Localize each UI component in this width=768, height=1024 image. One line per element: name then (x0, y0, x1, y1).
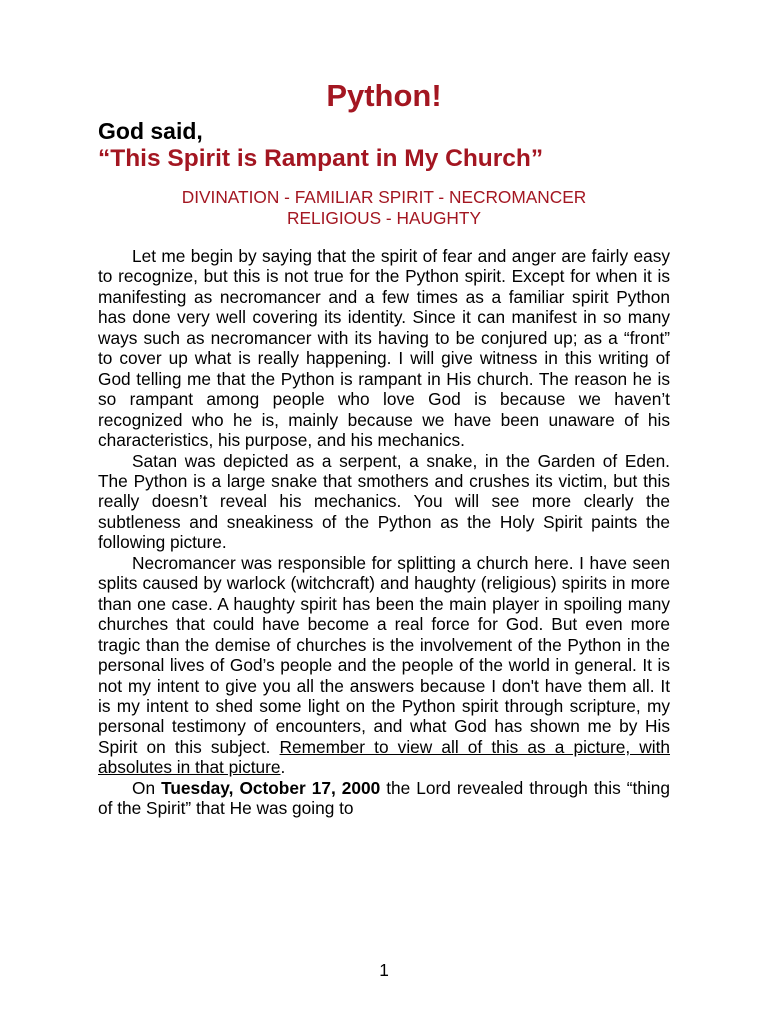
paragraph-1: Let me begin by saying that the spirit of fear and anger are fairly easy to recognize, but this is not true for the Python spirit. Except for when it is manifesting as necromancer and a few times as a familiar spirit Python has done very well covering its identity. Since it can manifest in so many ways such as necromancer with its having to be conjured up; as a “front” to cover up what is really happening. I will give witness in this writing of God telling me that the Python is rampant in His church. The reason he is so rampant among people who love God is because we haven’t recognized who he is, mainly because we have been unaware of his characteristics, his purpose, and his mechanics. (98, 246, 670, 451)
god-said-heading: God said, (98, 118, 203, 144)
page-number: 1 (379, 960, 389, 980)
subheadings (0, 187, 768, 228)
paragraph-3-end: . (280, 757, 286, 778)
paragraph-3-text: Necromancer was responsible for splitting a church here. I have seen splits caused by warlock (witchcraft) and haughty (religious) spirits in more than one case. A haughty spirit has been the main player in spoiling many churches that could have become a real force for God. But even more tragic than the demise of churches is the involvement of the Python in the personal lives of God’s people and the people of the world in general. It is not my intent to give you all the answers because I don't have them all. It is my intent to shed some light on the Python spirit through scripture, my personal testimony of encounters, and what God has shown me by His Spirit on this subject. (98, 552, 670, 757)
subheading-line-1: DIVINATION - FAMILIAR SPIRIT - NECROMANCER (181, 187, 587, 207)
document-title: Python! (326, 78, 442, 113)
subheading-line-2: RELIGIOUS - HAUGHTY (287, 207, 481, 228)
paragraph-4-rest: the Lord revealed through this “thing of the Spirit” that He was going to (98, 777, 670, 819)
paragraph-3 (98, 553, 670, 778)
underlined-reminder: Remember to view all of this as a picture, with absolutes in that picture (98, 736, 670, 778)
paragraph-2: Satan was depicted as a serpent, a snake, in the Garden of Eden. The Python is a large snake that smothers and crushes its victim, but this really doesn’t reveal his mechanics. You will see more clearly the subtleness and sneakiness of the Python as the Holy Spirit paints the following picture. (98, 450, 670, 553)
quote-heading: “This Spirit is Rampant in My Church” (98, 145, 544, 172)
date-bold: Tuesday, October 17, 2000 (161, 777, 381, 798)
paragraph-4 (98, 778, 670, 819)
body-text (98, 246, 670, 819)
paragraph-4-start: On (132, 777, 162, 798)
